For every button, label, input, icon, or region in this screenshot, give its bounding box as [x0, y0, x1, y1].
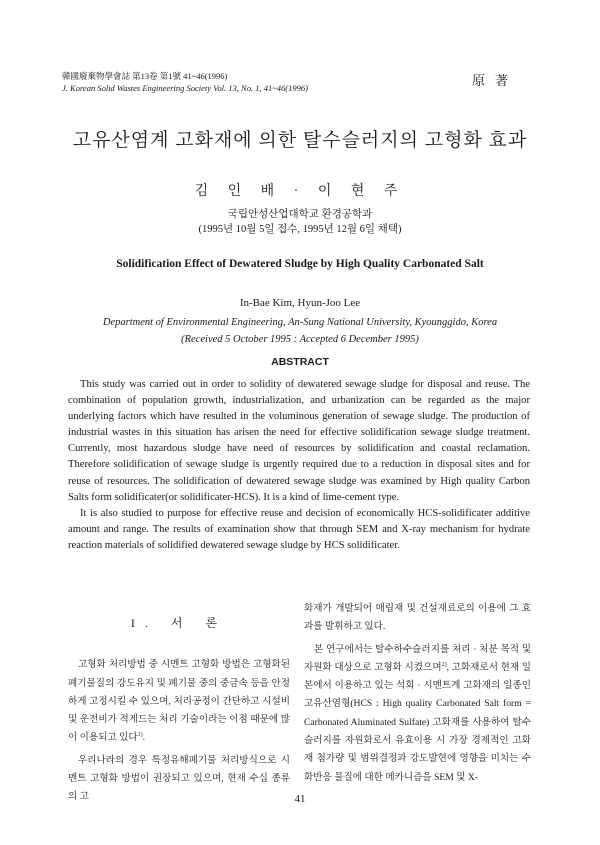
- affiliation-english-block: [0, 314, 600, 348]
- title-korean: 고유산염계 고화재에 의한 탈수슬러지의 고형화 효과: [72, 130, 528, 151]
- intro-paragraph-2-continued: 화재가 개발되어 매립재 및 건설재료로의 이용에 그 효과를 발휘하고 있다.: [304, 603, 531, 633]
- citation-ref: 2): [441, 661, 447, 668]
- intro-paragraph-2: 우리나라의 경우 특정유해폐기물 처리방식으로 시멘트 고형화 방법이 권장되고 있으며, 현재 수십 종류의 고: [68, 754, 290, 803]
- citation-ref: 1): [137, 732, 143, 739]
- intro-paragraph-3-text-a: 본 연구에서는 탈수하수슬러지를 처리 · 처분 목적 및 자원화 대상으로 고형화 시켰으며: [304, 643, 531, 673]
- abstract-body: [68, 377, 530, 554]
- received-dates-korean: (1995년 10월 5일 접수, 1995년 12월 6일 채택): [198, 224, 402, 235]
- authors-korean: 김 인 배 · 이 현 주: [194, 184, 406, 199]
- abstract-heading: ABSTRACT: [271, 356, 329, 368]
- intro-paragraph-1-text: 고형화 처리방법 중 시멘트 고형화 방법은 고형화된 폐기물질의 강도유지 및 폐기물 중의 중금속 등을 안정하게 고정시킬 수 있으며, 처리공정이 간단하고 시설비 및 운전비가 적게드는 처리 기술이라는 이점 때문에 많이 이용되고 있다: [68, 659, 290, 744]
- affiliation-korean-block: [0, 207, 600, 237]
- abstract-paragraph-1: This study was carried out in order to solidity of dewatered sewage sludge for disposal and reuse. The combination of population growth, industrialization, and urbanization can be regarded as the major underlying factors which have resulted in the voluminous generation of sewage sludge. The production of industrial wastes in this situation has arisen the need for effective solidification sewage sludge treatment. Currently, most hazardous sludge have need of resources by solidification and coastal reclamation. Therefore solidification of sewage sludge is urgently required due to a reduction in disposal sites and for reuse of resources. The solidification of dewatered sewage sludge was examined by High quality Carbon Salts form solidificater(or solidificater-HCS). It is a kind of lime-cement type.: [68, 379, 530, 503]
- intro-paragraph-1-end: .: [142, 732, 146, 744]
- journal-citation: [62, 70, 308, 94]
- intro-paragraph-3-text-b: , 고화재로서 현재 일본에서 이용하고 있는 석회 · 시멘트계 고화재의 일종인 고유산염형(HCS : High quality Carbonated Salt form = Carbonated Aluminated Sulfate) 고화재를 사용하여 탈수슬러지를 자원화로서 유효이용 시 가장 경제적인 고화재 첨가량 및 범위결정과 강도발현에 영향을 미치는 수화반응 물질에 대한 메카니즘을 SEM 및 X-: [304, 661, 531, 783]
- authors-english: In-Bae Kim, Hyun-Joo Lee: [239, 297, 361, 309]
- intro-paragraph-1: [68, 656, 290, 747]
- journal-citation-ko: 韓國廢棄物學會誌 第13卷 第1號 41~46(1996): [62, 71, 228, 81]
- abstract-paragraph-2: It is also studied to purpose for effective reuse and decision of economically HCS-solidificater additive amount and range. The results of examination show that through SEM and X-ray mechanism for hydrate reaction materials of solidified dewatered sewage sludge by HCS solidificater.: [68, 507, 530, 551]
- intro-paragraph-3: [304, 641, 531, 787]
- page-number: 41: [294, 793, 306, 805]
- section-heading-introduction: I. 서 론: [130, 616, 228, 630]
- title-english: Solidification Effect of Dewatered Sludge by High Quality Carbonated Salt: [116, 258, 484, 270]
- journal-citation-en: J. Korean Solid Wastes Engineering Society Vol. 13, No. 1, 41~46(1996): [62, 83, 308, 93]
- body-column-right: [304, 600, 531, 787]
- received-dates-english: (Received 5 October 1995 : Accepted 6 December 1995): [181, 334, 419, 345]
- body-column-left: [68, 608, 290, 807]
- affiliation-korean: 국립안성산업대학교 환경공학과: [227, 209, 373, 220]
- article-type-label: 原著: [471, 73, 518, 88]
- affiliation-english: Department of Environmental Engineering, An-Sung National University, Kyounggido, Korea: [102, 317, 498, 328]
